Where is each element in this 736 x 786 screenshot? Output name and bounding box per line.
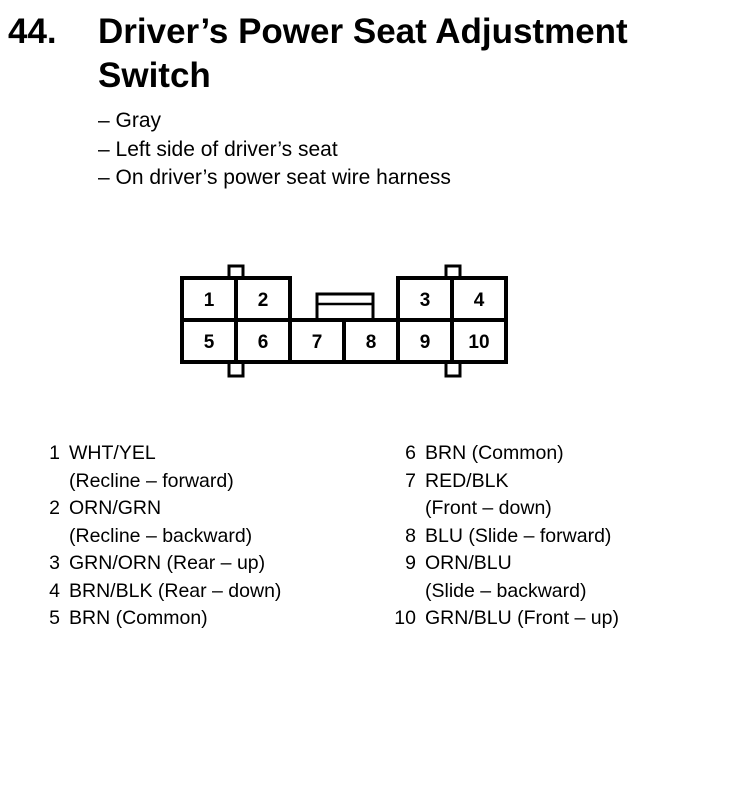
connector-tab-bottom-right xyxy=(446,362,460,376)
legend-entry xyxy=(386,523,619,551)
legend-wire: GRN/BLU (Front – up) xyxy=(425,607,619,629)
pin-label-2: 2 xyxy=(257,290,269,311)
legend-pin-number: 6 xyxy=(405,442,416,464)
pin-label-10: 10 xyxy=(468,332,490,353)
connector-diagram xyxy=(170,258,515,383)
legend-pin-number: 2 xyxy=(49,497,60,519)
connector-tab-bottom-left xyxy=(229,362,243,376)
pin-label-5: 5 xyxy=(203,332,215,353)
legend-pin-number: 1 xyxy=(49,442,60,464)
legend-pin-number: 5 xyxy=(49,607,60,629)
pin-label-6: 6 xyxy=(257,332,269,353)
legend-function: (Front – down) xyxy=(425,497,552,519)
legend-pin-number: 7 xyxy=(405,469,416,492)
pin-label-1: 1 xyxy=(203,290,215,311)
note-location: – Left side of driver’s seat xyxy=(98,137,338,161)
legend-pin-number: 9 xyxy=(405,552,416,574)
note-harness: – On driver’s power seat wire harness xyxy=(98,166,451,189)
legend-entry xyxy=(30,550,281,578)
legend-wire: BLU (Slide – forward) xyxy=(425,524,612,547)
legend-entry xyxy=(30,605,281,633)
legend-entry xyxy=(386,468,619,523)
pin-label-9: 9 xyxy=(419,332,431,353)
legend-entry xyxy=(386,605,619,633)
legend-pin-number: 4 xyxy=(49,579,60,602)
legend-function: (Recline – backward) xyxy=(69,524,253,547)
legend-wire: ORN/GRN xyxy=(69,497,162,519)
legend-entry xyxy=(386,550,619,605)
legend-wire: BRN (Common) xyxy=(69,607,208,629)
legend-left-column xyxy=(30,440,281,633)
location-notes xyxy=(98,107,451,193)
pin-label-7: 7 xyxy=(311,332,323,353)
pin-label-8: 8 xyxy=(365,332,377,353)
pin-label-3: 3 xyxy=(419,290,431,311)
section-number: 44. xyxy=(8,12,57,51)
legend-pin-number: 10 xyxy=(394,607,416,629)
legend-wire: WHT/YEL xyxy=(69,442,156,464)
legend-entry xyxy=(30,578,281,606)
legend-entry xyxy=(30,495,281,550)
legend-entry xyxy=(30,440,281,495)
note-color: – Gray xyxy=(98,109,162,132)
legend-pin-number: 3 xyxy=(49,552,60,574)
legend-right-column xyxy=(386,440,619,633)
legend-entry xyxy=(386,440,619,468)
legend-wire: GRN/ORN (Rear – up) xyxy=(69,552,266,574)
legend-wire: BRN/BLK (Rear – down) xyxy=(69,579,282,602)
legend-wire: ORN/BLU xyxy=(425,552,512,574)
connector-latch xyxy=(317,294,373,320)
legend-function: (Slide – backward) xyxy=(425,579,587,602)
pin-label-4: 4 xyxy=(473,290,485,311)
legend-function: (Recline – forward) xyxy=(69,469,234,492)
legend-wire: RED/BLK xyxy=(425,469,509,492)
section-title: Driver’s Power Seat Adjustment Switch xyxy=(98,12,628,95)
legend-pin-number: 8 xyxy=(405,524,416,547)
legend-wire: BRN (Common) xyxy=(425,442,564,464)
